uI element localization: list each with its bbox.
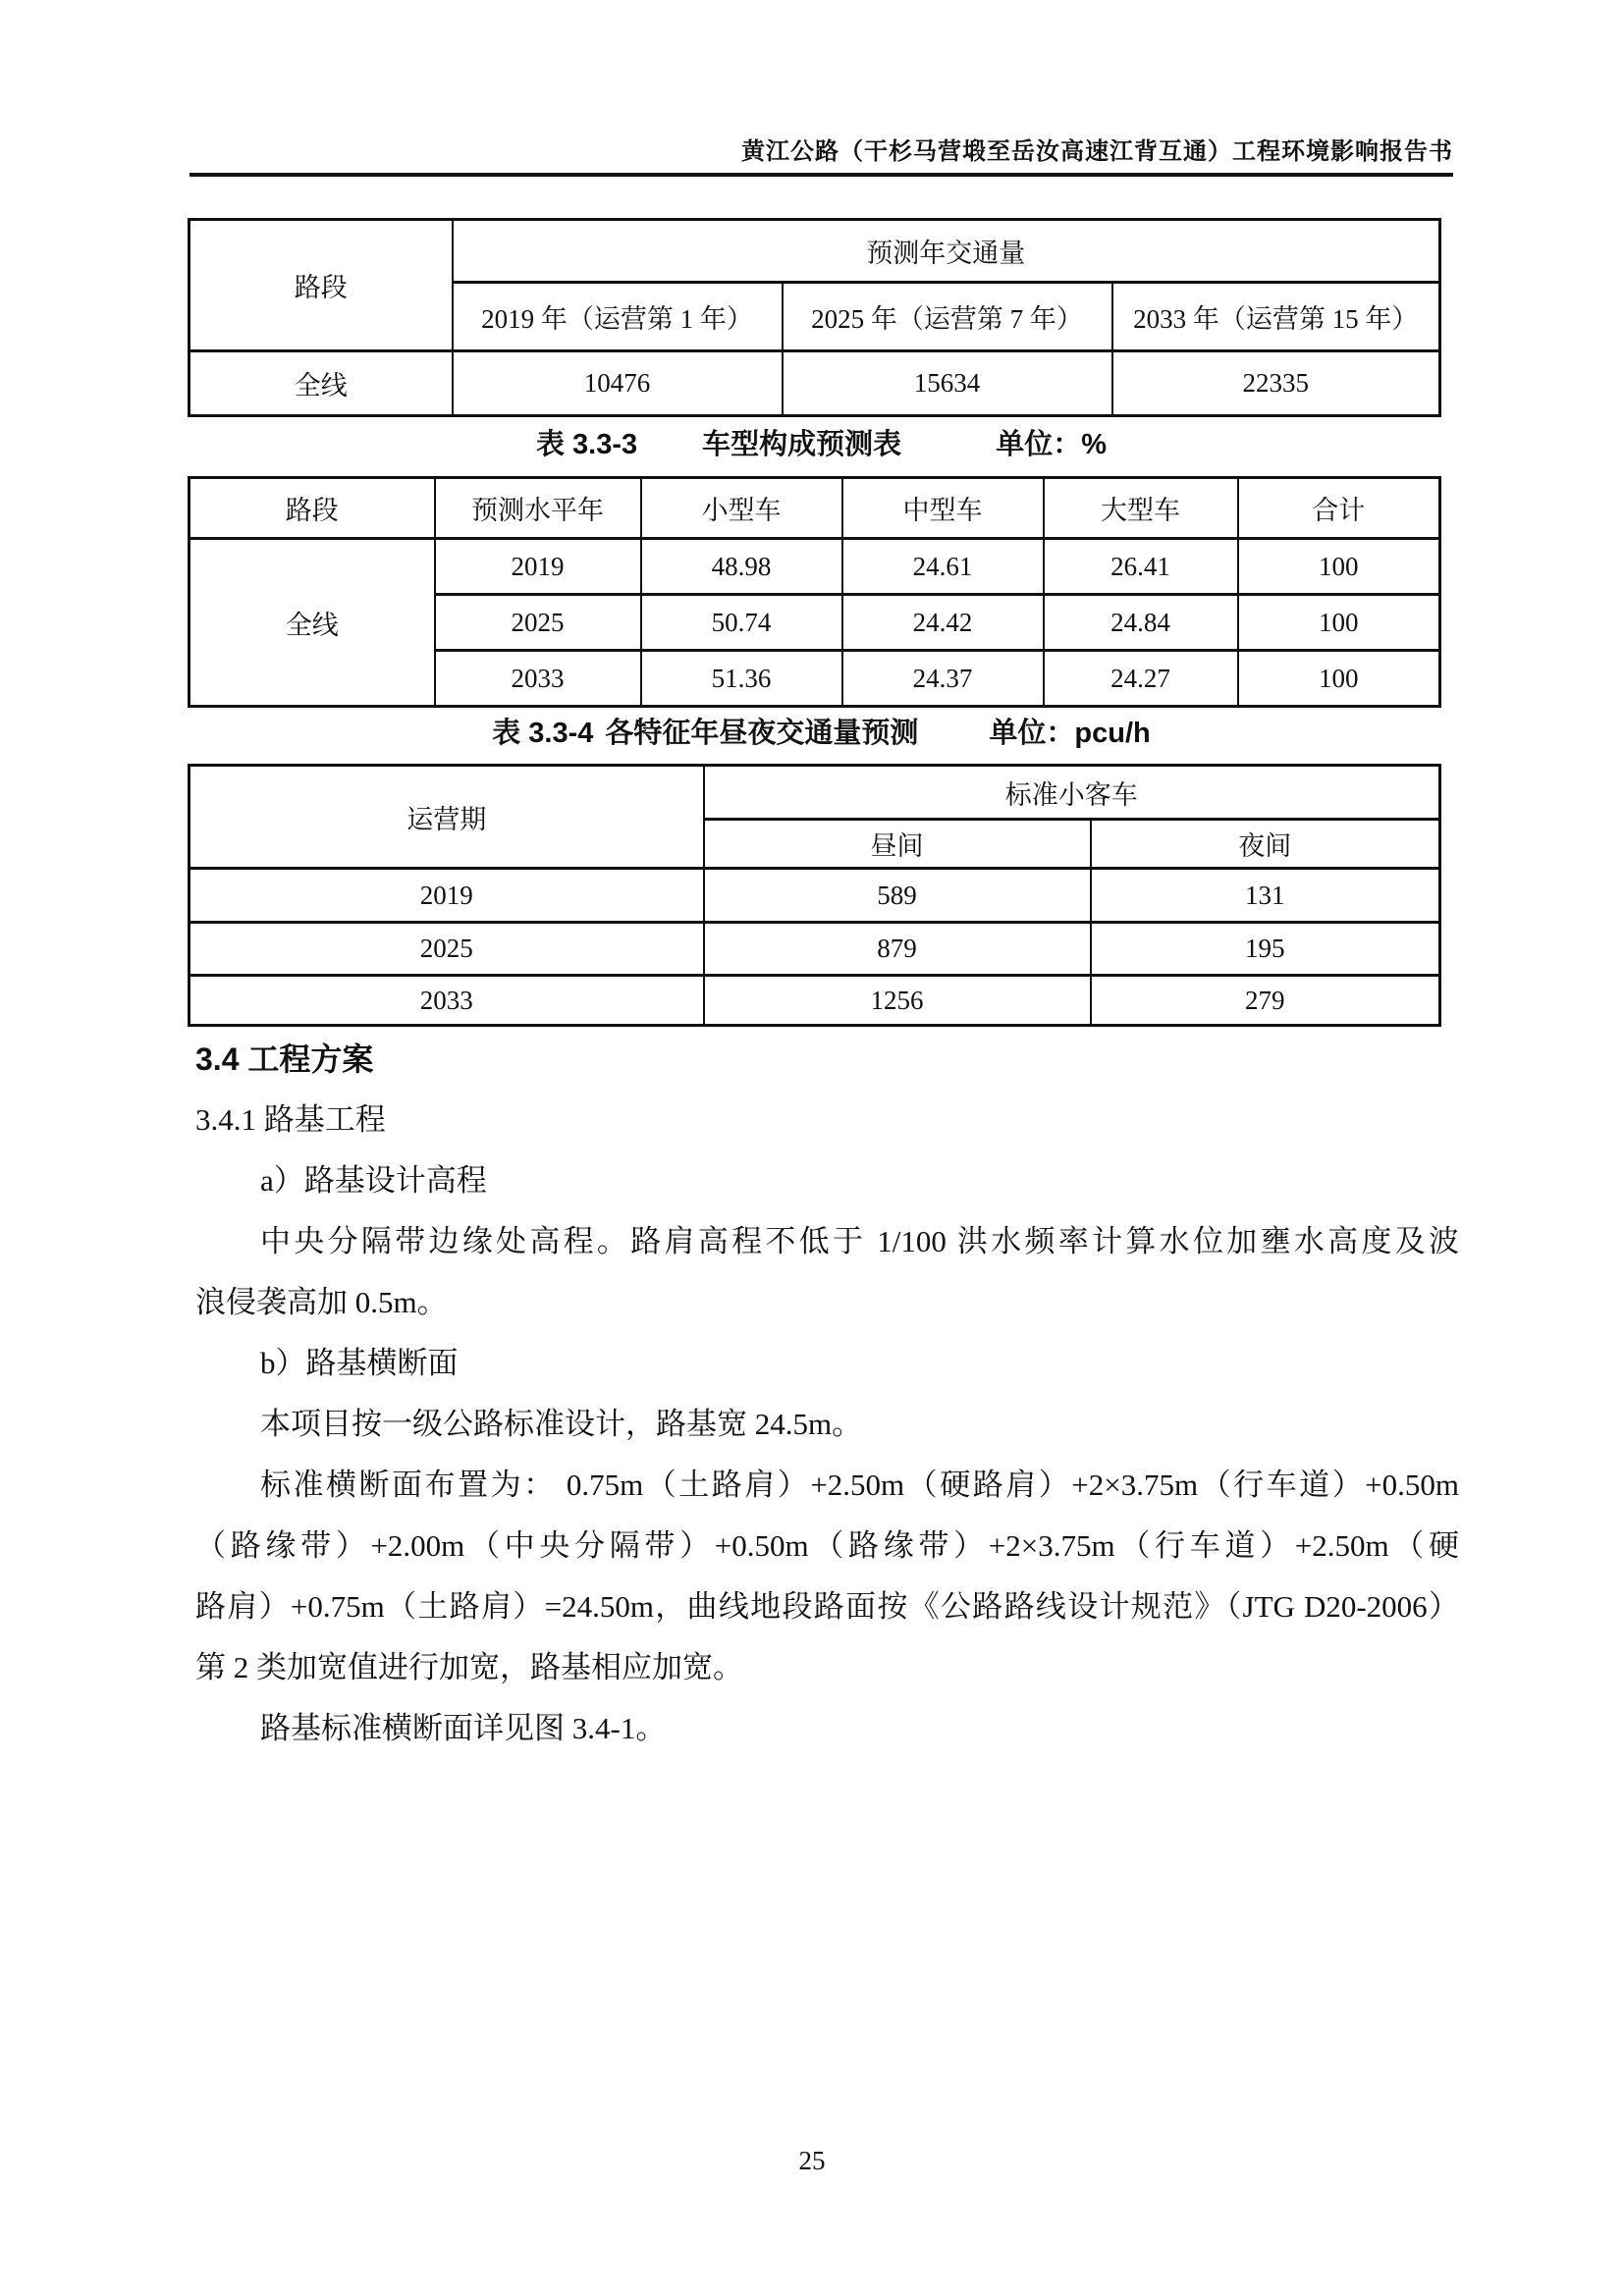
table-cell-value: 2033 [435,651,641,707]
paragraph-line: 浪侵袭高加 0.5m。 [195,1285,448,1319]
header-rule [189,173,1453,177]
table-cell-sub-header: 昼间 [704,820,1091,869]
paragraph-line: 标准横断面布置为： 0.75m（土路肩）+2.50m（硬路肩）+2×3.75m（行车道）+0.50m [260,1468,1459,1502]
table-vehicle-mix [188,476,1441,708]
caption-unit: 单位：% [996,429,1107,460]
table-cell-value: 131 [1091,869,1440,923]
table-cell-value: 24.42 [842,595,1044,651]
table-cell-value: 2025 [189,923,704,976]
table-cell-value: 26.41 [1044,539,1238,595]
table-cell-value: 2033 [189,976,704,1026]
table-row [189,976,1440,1026]
table-cell-header: 路段 [189,478,435,539]
page-header-title: 黄江公路（干杉马营塅至岳汝高速江背互通）工程环境影响报告书 [741,139,1453,165]
list-item-b: b）路基横断面 [260,1346,459,1380]
table-cell-row-label: 全线 [189,351,453,416]
caption-unit: 单位：pcu/h [989,718,1151,749]
table-cell-road-header: 路段 [189,220,453,351]
table-cell-value: 22335 [1112,351,1440,416]
table-cell-value: 24.37 [842,651,1044,707]
paragraph-line: （路缘带）+2.00m（中央分隔带）+0.50m（路缘带）+2×3.75m（行车道）+2.50m（硬 [195,1528,1459,1563]
table-cell-group-header: 预测年交通量 [453,220,1440,283]
paragraph-line: 第 2 类加宽值进行加宽，路基相应加宽。 [195,1650,743,1684]
section-heading-3-4: 3.4 工程方案 [195,1041,374,1077]
table-caption-3-3-3 [189,422,1453,462]
table-cell-value: 100 [1238,595,1440,651]
table-row [189,766,1440,820]
paragraph-line: 本项目按一级公路标准设计，路基宽 24.5m。 [260,1407,863,1441]
body-text-column [195,1029,1459,1759]
table-cell-value: 100 [1238,651,1440,707]
table-cell-value: 100 [1238,539,1440,595]
table-row [189,220,1440,283]
table-annual-traffic [188,218,1441,417]
table-cell-value: 195 [1091,923,1440,976]
table-row [189,351,1440,416]
table-cell-value: 24.61 [842,539,1044,595]
table-cell-value: 279 [1091,976,1440,1026]
page-number: 25 [798,2146,826,2175]
table-cell-value: 2019 [189,869,704,923]
table-cell-value: 2025 [435,595,641,651]
table-row [189,478,1440,539]
table-row [189,539,1440,595]
table-row [189,869,1440,923]
table-cell-value: 24.84 [1044,595,1238,651]
table-cell-period-header: 运营期 [189,766,704,869]
caption-label: 表 3.3-3 [536,429,638,460]
caption-title: 车型构成预测表 [702,429,902,460]
table-cell-year-header: 2025 年（运营第 7 年） [783,283,1112,351]
caption-label: 表 3.3-4 [492,718,594,749]
table-cell-row-label: 全线 [189,539,435,707]
table-cell-year-header: 2033 年（运营第 15 年） [1112,283,1440,351]
table-cell-value: 24.27 [1044,651,1238,707]
table-cell-header: 小型车 [641,478,842,539]
table-cell-header: 大型车 [1044,478,1238,539]
table-cell-value: 10476 [453,351,783,416]
paragraph-line: 中央分隔带边缘处高程。路肩高程不低于 1/100 洪水频率计算水位加壅水高度及波 [260,1224,1459,1258]
table-cell-value: 48.98 [641,539,842,595]
table-cell-group-header: 标准小客车 [704,766,1440,820]
table-cell-value: 589 [704,869,1091,923]
table-cell-header: 中型车 [842,478,1044,539]
table-cell-year-header: 2019 年（运营第 1 年） [453,283,783,351]
table-cell-value: 50.74 [641,595,842,651]
table-cell-value: 51.36 [641,651,842,707]
paragraph-line: 路肩）+0.75m（土路肩）=24.50m，曲线地段路面按《公路路线设计规范》（JTG D20-2006） [195,1589,1459,1624]
section-heading-3-4-1: 3.4.1 路基工程 [195,1102,386,1137]
table-row [189,923,1440,976]
table-cell-value: 15634 [783,351,1112,416]
paragraph-line: 路基标准横断面详见图 3.4-1。 [260,1711,667,1745]
table-caption-3-3-4 [189,711,1453,751]
caption-title: 各特征年昼夜交通量预测 [605,718,919,749]
table-cell-value: 1256 [704,976,1091,1026]
table-day-night [188,764,1441,1027]
table-cell-value: 879 [704,923,1091,976]
table-cell-value: 2019 [435,539,641,595]
table-cell-sub-header: 夜间 [1091,820,1440,869]
table-cell-header: 预测水平年 [435,478,641,539]
table-cell-header: 合计 [1238,478,1440,539]
list-item-a: a）路基设计高程 [260,1163,487,1198]
